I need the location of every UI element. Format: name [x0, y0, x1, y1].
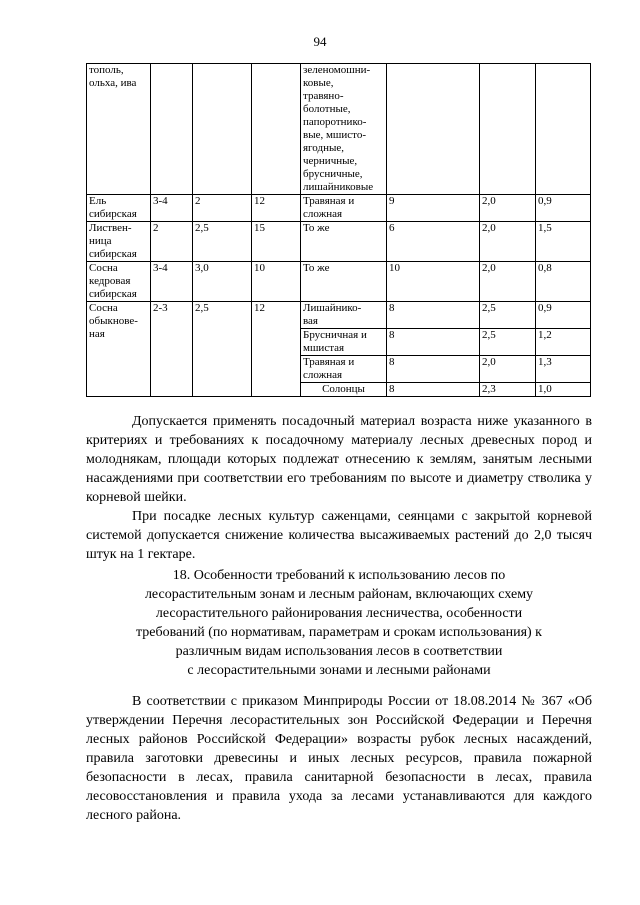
table-cell	[536, 64, 591, 195]
table-cell: 2,5	[480, 302, 536, 329]
table-cell	[480, 64, 536, 195]
table-cell: 2,5	[480, 329, 536, 356]
page-number: 94	[313, 34, 327, 49]
table-cell: 10	[387, 262, 480, 302]
table-cell-species: Сосна обыкнове- ная	[87, 302, 151, 397]
table-cell	[252, 64, 301, 195]
table-cell: 3,0	[193, 262, 252, 302]
section-heading	[86, 566, 592, 680]
table-cell: 2,0	[480, 195, 536, 222]
table-cell: 2	[193, 195, 252, 222]
table-cell: 8	[387, 329, 480, 356]
table-cell-forest-type: Брусничная и мшистая	[301, 329, 387, 356]
table-cell: 1,2	[536, 329, 591, 356]
table-cell: 0,8	[536, 262, 591, 302]
paragraph-planting-material: Допускается применять посадочный материал возраста ниже указанного в критериях и требованиях к посадочному материалу лесных древесных пород и молоднякам, площади которых подлежат отнесению к землям, занятым лесными насаждениями при соответствии его требованиям по высоте и диаметру стволика у корневой шейки.	[86, 414, 592, 505]
table-cell: 2,5	[193, 302, 252, 397]
table-cell: 2-3	[151, 302, 193, 397]
table-row	[87, 195, 591, 222]
table-cell	[193, 64, 252, 195]
table-cell: 8	[387, 302, 480, 329]
table-row	[87, 64, 591, 195]
table-cell-forest-type: Лишайнико- вая	[301, 302, 387, 329]
paragraph-closed-root-system: При посадке лесных культур саженцами, сеянцами с закрытой корневой системой допускается снижение количества высаживаемых растений до 2,0 тысяч штук на 1 гектаре.	[86, 509, 592, 562]
table-cell: 2,0	[480, 262, 536, 302]
section-heading-line: 18. Особенности требований к использованию лесов по	[172, 568, 506, 583]
table-cell: 12	[252, 302, 301, 397]
table-cell: 6	[387, 222, 480, 262]
table-cell-forest-type: зеленомошни- ковые, травяно- болотные, папоротнико- вые, мшисто- ягодные, черничные, брусничные, лишайниковые	[301, 64, 387, 195]
table-cell-forest-type: Травяная и сложная	[301, 195, 387, 222]
table-cell-forest-type: Солонцы	[301, 383, 387, 397]
table-cell: 0,9	[536, 302, 591, 329]
table-cell: 2,5	[193, 222, 252, 262]
table-cell: 9	[387, 195, 480, 222]
table-cell-forest-type: То же	[301, 222, 387, 262]
table-cell: 2	[151, 222, 193, 262]
table-cell: 1,3	[536, 356, 591, 383]
table-cell: 8	[387, 356, 480, 383]
paragraph-order-367: В соответствии с приказом Минприроды России от 18.08.2014 № 367 «Об утверждении Перечня лесорастительных зон Российской Федерации и Перечня лесных районов Российской Федерации» возрасты рубок лесных насаждений, правила заготовки древесины и иных лесных ресурсов, правила пожарной безопасности в лесах, правила санитарной безопасности в лесах, правила лесовосстановления и правила ухода за лесами устанавливаются для каждого лесного района.	[86, 694, 592, 823]
table-cell: 12	[252, 195, 301, 222]
table-cell: 2,3	[480, 383, 536, 397]
table-row	[87, 222, 591, 262]
section-heading-line: с лесорастительными зонами и лесными районами	[187, 663, 491, 678]
table-cell: 10	[252, 262, 301, 302]
section-heading-line: лесорастительного районирования лесничества, особенности	[155, 606, 523, 621]
table-cell: 1,0	[536, 383, 591, 397]
table-cell: 8	[387, 383, 480, 397]
table-cell-forest-type: Травяная и сложная	[301, 356, 387, 383]
table-cell-species: Сосна кедровая сибирская	[87, 262, 151, 302]
section-heading-line: лесорастительным зонам и лесным районам, включающих схему	[144, 587, 534, 602]
table-cell: 15	[252, 222, 301, 262]
forest-crops-table	[86, 63, 591, 397]
table-cell: 3-4	[151, 262, 193, 302]
table-cell: 0,9	[536, 195, 591, 222]
table-cell	[387, 64, 480, 195]
table-cell: 1,5	[536, 222, 591, 262]
section-heading-line: требований (по нормативам, параметрам и срокам использования) к	[136, 625, 542, 640]
table-cell: 3-4	[151, 195, 193, 222]
table-cell-forest-type: То же	[301, 262, 387, 302]
table-cell-species: Ель сибирская	[87, 195, 151, 222]
section-heading-line: различным видам использования лесов в соответствии	[175, 644, 503, 659]
table-cell	[151, 64, 193, 195]
table-cell-species: Листвен- ница сибирская	[87, 222, 151, 262]
table-cell: 2,0	[480, 222, 536, 262]
table-cell: 2,0	[480, 356, 536, 383]
table-row	[87, 302, 591, 329]
table-row	[87, 262, 591, 302]
table-cell-species: тополь, ольха, ива	[87, 64, 151, 195]
